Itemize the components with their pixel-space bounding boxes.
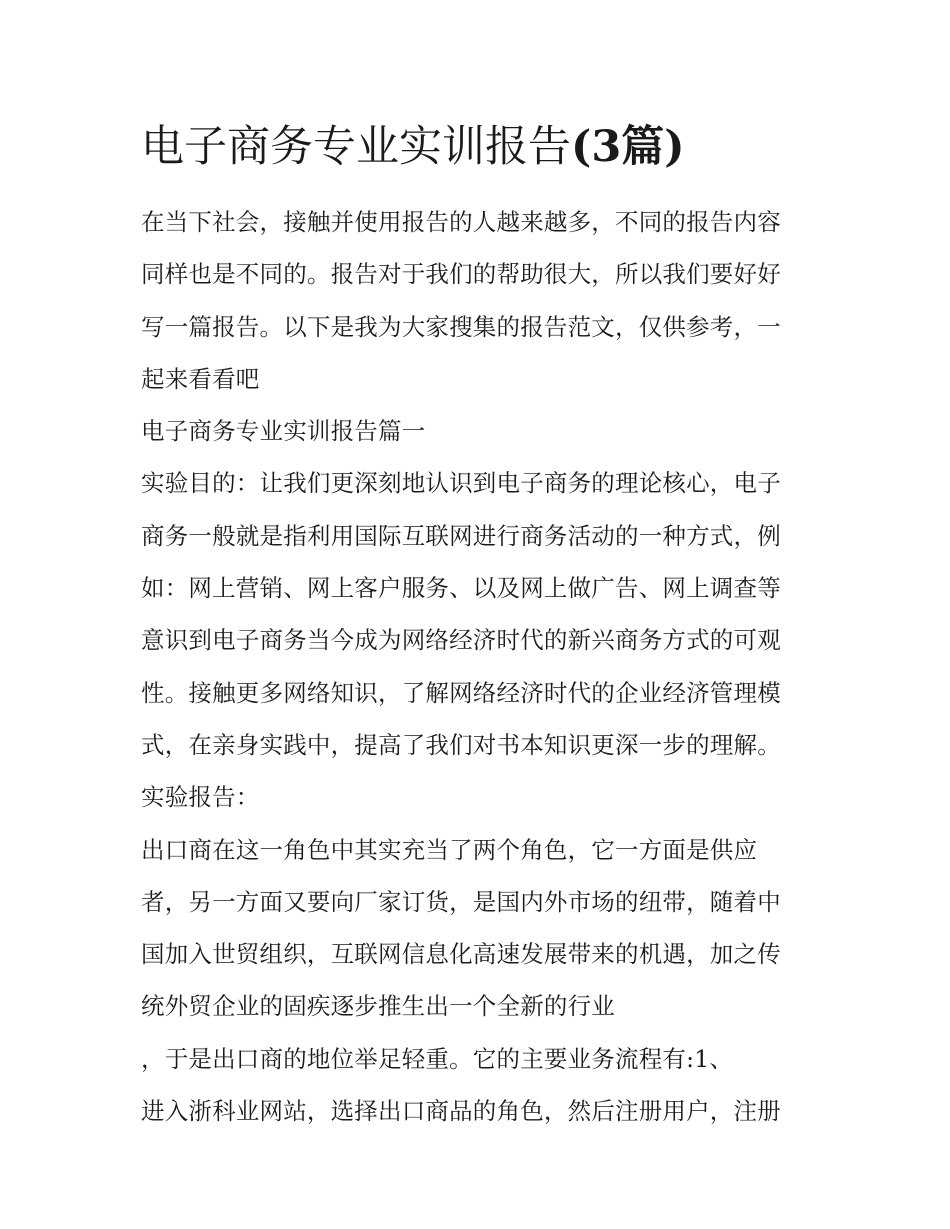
paragraph-line: 同样也是不同的。报告对于我们的帮助很大，所以我们要好好 xyxy=(141,260,781,289)
document-title xyxy=(141,118,841,176)
paragraph-line: 性。接触更多网络知识，了解网络经济时代的企业经济管理模 xyxy=(141,678,781,707)
paragraph-line: 者，另一方面又要向厂家订货，是国内外市场的纽带，随着中 xyxy=(141,887,781,916)
subsection-label: 实验报告： xyxy=(141,783,260,812)
paragraph-line: 式，在亲身实践中，提高了我们对书本知识更深一步的理解。 xyxy=(141,730,781,759)
paragraph-line: 实验目的：让我们更深刻地认识到电子商务的理论核心，电子 xyxy=(141,469,781,498)
paragraph-line: 如：网上营销、网上客户服务、以及网上做广告、网上调查等 xyxy=(141,574,781,603)
paragraph-line: 起来看看吧 xyxy=(141,364,260,393)
paragraph-line: 意识到电子商务当今成为网络经济时代的新兴商务方式的可观 xyxy=(141,626,781,655)
paragraph-line: 进入浙科业网站，选择出口商品的角色，然后注册用户，注册 xyxy=(141,1097,781,1126)
paragraph-line: 统外贸企业的固疾逐步推生出一个全新的行业 xyxy=(141,992,615,1021)
paragraph-line: 写一篇报告。以下是我为大家搜集的报告范文，仅供参考，一 xyxy=(141,312,781,341)
paragraph-line: 在当下社会，接触并使用报告的人越来越多，不同的报告内容 xyxy=(141,208,781,236)
paragraph-line: 国加入世贸组织，互联网信息化高速发展带来的机遇，加之传 xyxy=(141,940,781,969)
document-title-suffix: (3篇) xyxy=(571,122,685,172)
paragraph-line: 商务一般就是指利用国际互联网进行商务活动的一种方式，例 xyxy=(141,521,781,550)
paragraph-line: 出口商在这一角色中其实充当了两个角色，它一方面是供应 xyxy=(141,835,758,864)
paragraph-line: ，于是出口商的地位举足轻重。它的主要业务流程有:1、 xyxy=(141,1044,734,1073)
document-body xyxy=(141,196,813,1137)
document-title-main: 电子商务专业实训报告 xyxy=(141,122,571,172)
section-heading: 电子商务专业实训报告篇一 xyxy=(141,417,426,446)
